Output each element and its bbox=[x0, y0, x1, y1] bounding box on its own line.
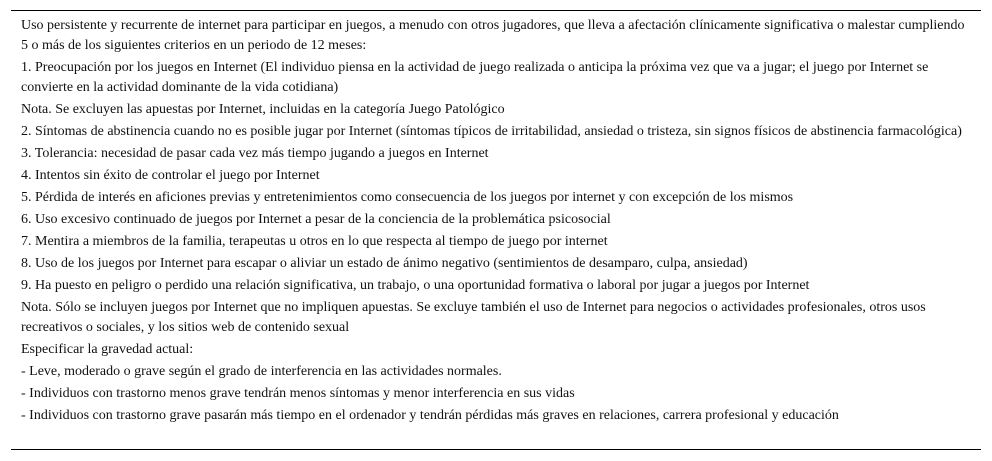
intro-text: Uso persistente y recurrente de internet para participar en juegos, a menudo con otros jugadores, que lleva a afectación clínicamente significativa o malestar cumpliendo 5 o más de los siguientes criterios en un periodo de 12 meses: bbox=[21, 18, 965, 53]
criterion-6: 6. Uso excesivo continuado de juegos por Internet a pesar de la conciencia de la problemática psicosocial bbox=[21, 212, 611, 227]
criterion-5: 5. Pérdida de interés en aficiones previas y entretenimientos como consecuencia de los juegos por internet y con excepción de los mismos bbox=[21, 190, 794, 205]
criteria-table bbox=[11, 10, 981, 450]
criterion-4: 4. Intentos sin éxito de controlar el juego por Internet bbox=[21, 168, 320, 183]
criterion-1: 1. Preocupación por los juegos en Internet (El individuo piensa en la actividad de juego realizada o anticipa la próxima vez que va a jugar; el juego por Internet se convierte en la actividad dominante de la vida cotidiana) bbox=[21, 60, 929, 95]
note-gambling-excluded: Nota. Se excluyen las apuestas por Internet, incluidas en la categoría Juego Patológico bbox=[21, 102, 505, 117]
criterion-2: 2. Síntomas de abstinencia cuando no es posible jugar por Internet (síntomas típicos de irritabilidad, ansiedad o tristeza, sin signos físicos de abstinencia farmacológica) bbox=[21, 124, 962, 139]
severity-item-2: - Individuos con trastorno menos grave tendrán menos síntomas y menor interferencia en sus vidas bbox=[21, 386, 575, 401]
note-scope: Nota. Sólo se incluyen juegos por Internet que no impliquen apuestas. Se excluye también el uso de Internet para negocios o actividades profesionales, otros usos recreativos o sociales, y los sitios web de contenido sexual bbox=[21, 300, 926, 335]
severity-item-3: - Individuos con trastorno grave pasarán más tiempo en el ordenador y tendrán pérdidas más graves en relaciones, carrera profesional y educación bbox=[21, 408, 839, 423]
criterion-7: 7. Mentira a miembros de la familia, terapeutas u otros en lo que respecta al tiempo de juego por internet bbox=[21, 234, 608, 249]
severity-heading: Especificar la gravedad actual: bbox=[21, 342, 194, 357]
criterion-3: 3. Tolerancia: necesidad de pasar cada vez más tiempo jugando a juegos en Internet bbox=[21, 146, 489, 161]
criterion-8: 8. Uso de los juegos por Internet para escapar o aliviar un estado de ánimo negativo (sentimientos de desamparo, culpa, ansiedad) bbox=[21, 256, 748, 271]
criterion-9: 9. Ha puesto en peligro o perdido una relación significativa, un trabajo, o una oportunidad formativa o laboral por jugar a juegos por Internet bbox=[21, 278, 810, 293]
severity-item-1: - Leve, moderado o grave según el grado de interferencia en las actividades normales. bbox=[21, 364, 502, 379]
criteria-cell bbox=[21, 16, 971, 428]
